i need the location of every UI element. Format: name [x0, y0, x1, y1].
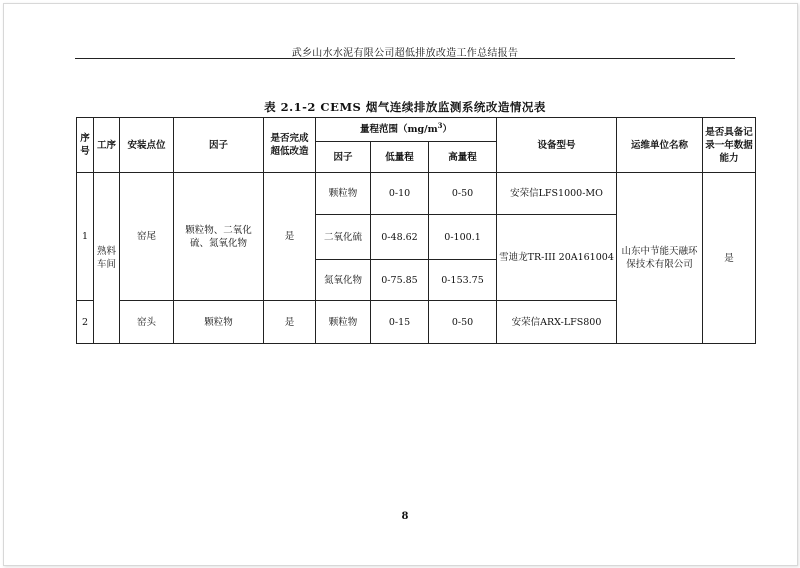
cell-location: 窑头 — [120, 301, 174, 344]
col-header-high-range: 高量程 — [429, 142, 497, 173]
cell-factor: 颗粒物、二氧化硫、氮氧化物 — [174, 173, 264, 301]
cell-high-range: 0-50 — [429, 301, 497, 344]
cell-low-range: 0-10 — [371, 173, 429, 215]
cell-sub-factor: 氮氧化物 — [316, 260, 371, 301]
col-header-ultra-low: 是否完成超低改造 — [264, 118, 316, 173]
col-header-factor: 因子 — [174, 118, 264, 173]
cell-factor: 颗粒物 — [174, 301, 264, 344]
cell-high-range: 0-153.75 — [429, 260, 497, 301]
cems-table — [76, 117, 756, 344]
col-header-device-model: 设备型号 — [497, 118, 617, 173]
cell-high-range: 0-100.1 — [429, 215, 497, 260]
cell-low-range: 0-48.62 — [371, 215, 429, 260]
document-page — [3, 3, 798, 566]
col-header-factor2: 因子 — [316, 142, 371, 173]
cell-process: 熟料车间 — [94, 173, 120, 344]
cell-device-model: 雪迪龙TR-III 20A161004 — [497, 215, 617, 301]
cell-low-range: 0-15 — [371, 301, 429, 344]
cell-sub-factor: 颗粒物 — [316, 301, 371, 344]
table-row — [77, 173, 756, 215]
col-header-seq: 序号 — [77, 118, 94, 173]
page-number: 8 — [401, 511, 409, 522]
col-header-low-range: 低量程 — [371, 142, 429, 173]
cell-sub-factor: 二氧化硫 — [316, 215, 371, 260]
header-divider — [75, 58, 735, 59]
cell-low-range: 0-75.85 — [371, 260, 429, 301]
col-header-location: 安装点位 — [120, 118, 174, 173]
cell-seq: 2 — [77, 301, 94, 344]
cell-record: 是 — [703, 173, 756, 344]
cell-ultra-low: 是 — [264, 173, 316, 301]
cell-operator: 山东中节能天融环保技术有限公司 — [617, 173, 703, 344]
table-header-row — [77, 118, 756, 142]
table-title: 表 2.1-2 CEMS 烟气连续排放监测系统改造情况表 — [264, 100, 546, 114]
col-header-range-group: 量程范围$(mg/m^3)$ — [316, 118, 497, 142]
cell-high-range: 0-50 — [429, 173, 497, 215]
cell-sub-factor: 颗粒物 — [316, 173, 371, 215]
cell-device-model: 安荣信LFS1000-MO — [497, 173, 617, 215]
cell-device-model: 安荣信ARX-LFS800 — [497, 301, 617, 344]
cell-location: 窑尾 — [120, 173, 174, 301]
cell-ultra-low: 是 — [264, 301, 316, 344]
col-header-operator: 运维单位名称 — [617, 118, 703, 173]
col-header-process: 工序 — [94, 118, 120, 173]
col-header-record: 是否具备记录一年数据能力 — [703, 118, 756, 173]
cell-seq: 1 — [77, 173, 94, 301]
page-header: 武乡山水水泥有限公司超低排放改造工作总结报告 — [291, 48, 519, 59]
